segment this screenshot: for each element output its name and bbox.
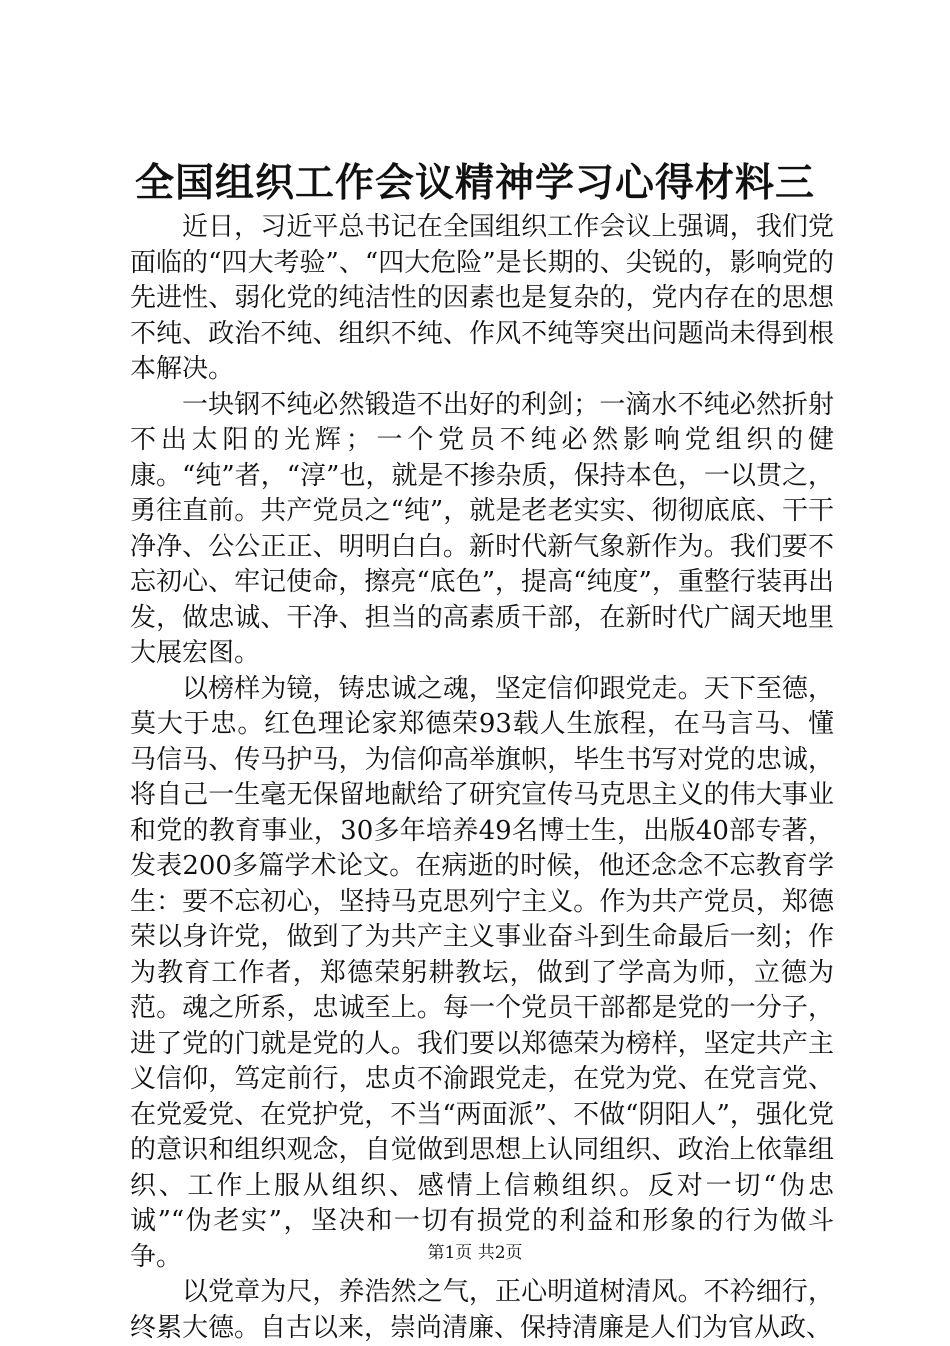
paragraph-3: 以榜样为镜，铸忠诚之魂，坚定信仰跟党走。天下至德，莫大于忠。红色理论家郑德荣93载人生旅程，在马言马、懂马信马、传马护马，为信仰高举旗帜，毕生书写对党的忠诚，将自己一生毫无保留地献给了研究宣传马克思主义的伟大事业和党的教育事业，30多年培养49名博士生，出版40部专著，发表200多篇学术论文。在病逝的时候，他还念念不忘教育学生：要不忘初心，坚持马克思列宁主义。作为共产党员，郑德荣以身许党，做到了为共产主义事业奋斗到生命最后一刻；作为教育工作者，郑德荣躬耕教坛，做到了学高为师，立德为范。魂之所系，忠诚至上。每一个党员干部都是党的一分子，进了党的门就是党的人。我们要以郑德荣为榜样，坚定共产主义信仰，笃定前行，忠贞不渝跟党走，在党为党、在党言党、在党爱党、在党护党，不当“两面派”、不做“阴阳人”，强化党的意识和组织观念，自觉做到思想上认同组织、政治上依靠组织、工作上服从组织、感情上信赖组织。反对一切“伪忠诚”“伪老实”，坚决和一切有损党的利益和形象的行为做斗争。 [130, 673, 834, 1272]
document-body [130, 210, 834, 1346]
paragraph-2: 一块钢不纯必然锻造不出好的利剑；一滴水不纯必然折射不出太阳的光辉；一个党员不纯必然影响党组织的健康。“纯”者，“淳”也，就是不掺杂质，保持本色，一以贯之，勇往直前。共产党员之“纯”，就是老老实实、彻彻底底、干干净净、公公正正、明明白白。新时代新气象新作为。我们要不忘初心、牢记使命，擦亮“底色”，提高“纯度”，重整行装再出发，做忠诚、干净、担当的高素质干部，在新时代广阔天地里大展宏图。 [130, 389, 834, 668]
paragraph-4: 以党章为尺，养浩然之气，正心明道树清风。不衿细行，终累大德。自古以来，崇尚清廉、保持清廉是人们为官从政、 [130, 1277, 834, 1343]
document-title: 全国组织工作会议精神学习心得材料三 [134, 160, 815, 206]
page-number-footer: 第1页 共2页 [427, 1243, 523, 1263]
paragraph-1: 近日，习近平总书记在全国组织工作会议上强调，我们党面临的“四大考验”、“四大危险”是长期的、尖锐的，影响党的先进性、弱化党的纯洁性的因素也是复杂的，党内存在的思想不纯、政治不纯、组织不纯、作风不纯等突出问题尚未得到根本解决。 [130, 212, 834, 384]
